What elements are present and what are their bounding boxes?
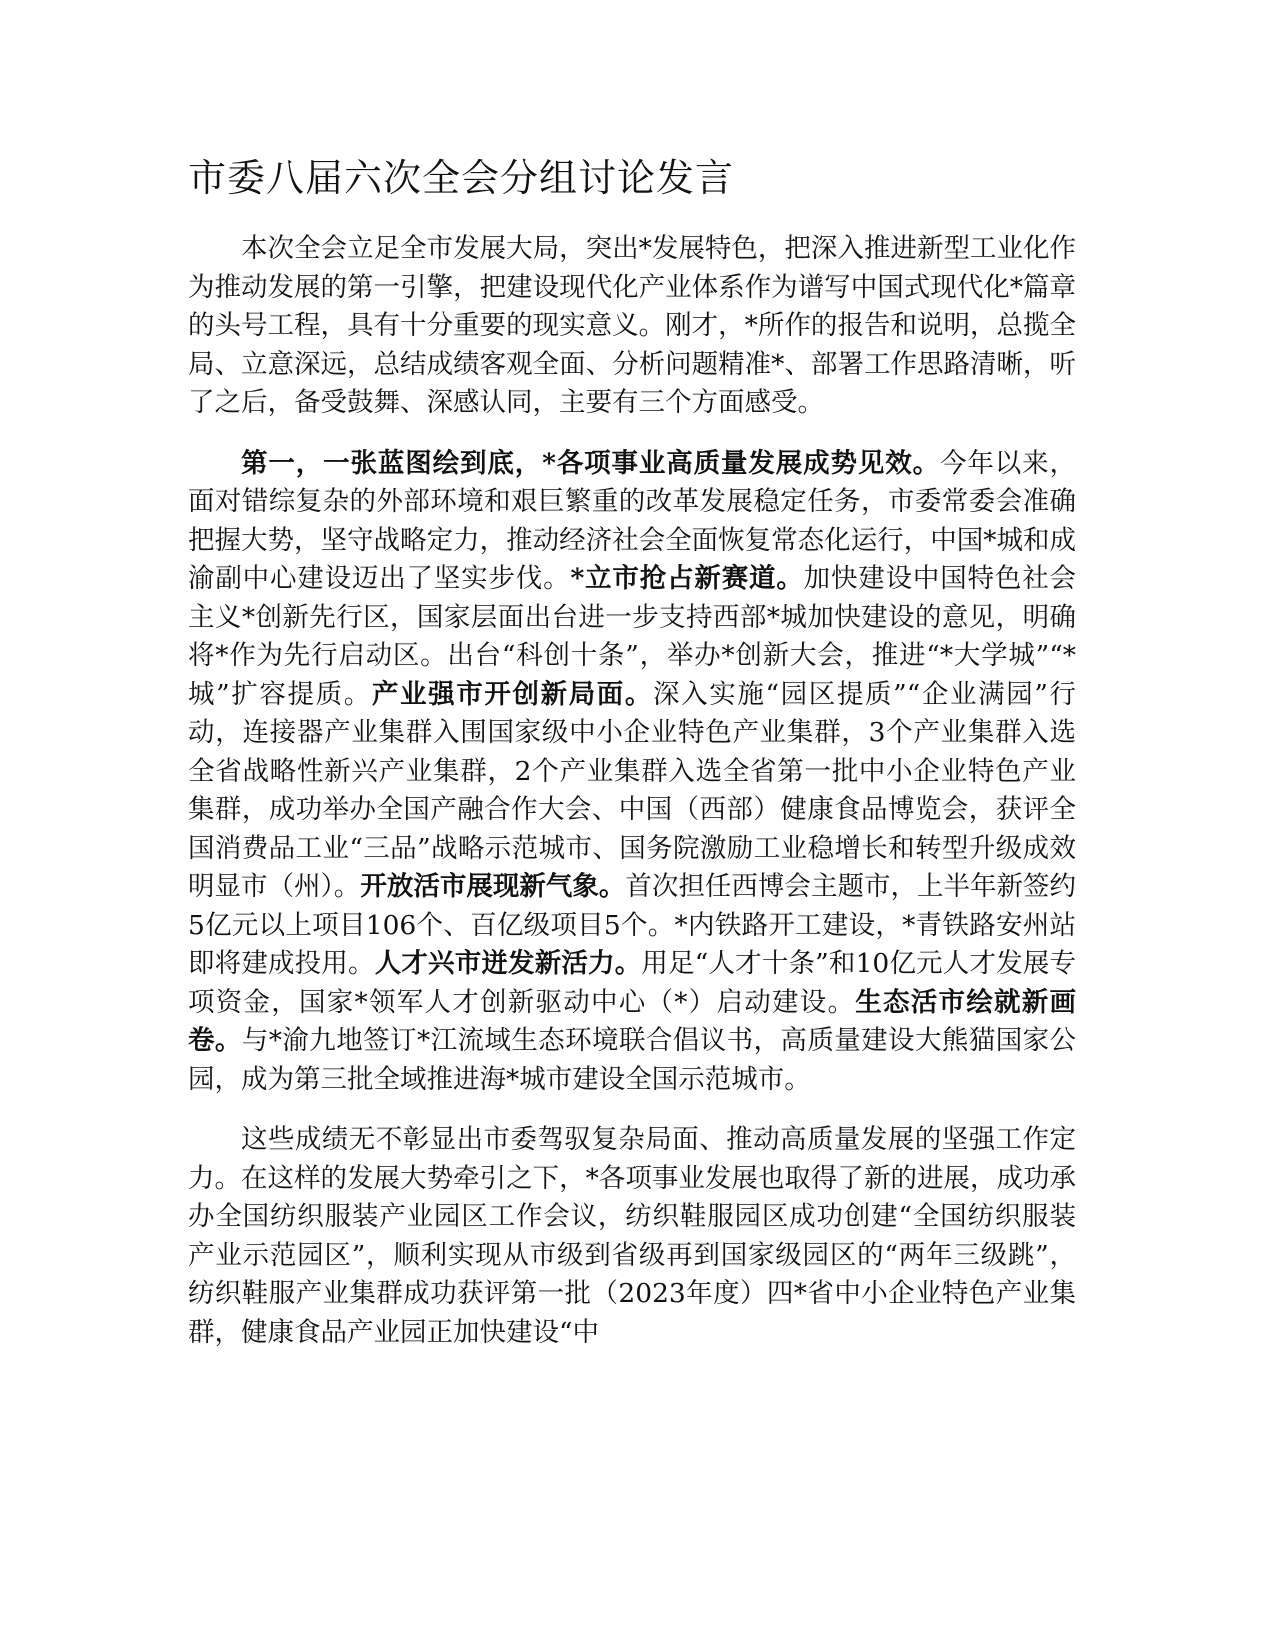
paragraph-text: 深入实施“园区提质”“企业满园”行动，连接器产业集群入围国家级中小企业特色产业集群，3个产业集群入选全省战略性新兴产业集群，2个产业集群入选全省第一批中小企业特色产业集群，成功举办全国产融合作大会、中国（西部）健康食品博览会，获评全国消费品工业“三品”战略示范城市、国务院激励工业稳增长和转型升级成效明显市（州）。 [188, 678, 1076, 902]
paragraph-text: 这些成绩无不彰显出市委驾驭复杂局面、推动高质量发展的坚强工作定力。在这样的发展大势牵引之下，*各项事业发展也取得了新的进展，成功承办全国纺织服装产业园区工作会议，纺织鞋服园区成功创建“全国纺织服装产业示范园区”，顺利实现从市级到省级再到国家级园区的“两年三级跳”，纺织鞋服产业集群成功获评第一批（2023年度）四*省中小企业特色产业集群，健康食品产业园正加快建设“中 [188, 1124, 1076, 1348]
subheading-ecology: 生态活市绘就新画卷。 [188, 986, 1076, 1056]
paragraph-text: 用足“人才十条”和10亿元人才发展专项资金，国家*领军人才创新驱动中心（*）启动建设。 [188, 948, 1076, 1018]
paragraph-text: 与*渝九地签订*江流域生态环境联合倡议书，高质量建设大熊猫国家公园，成为第三批全域推进海*城市建设全国示范城市。 [188, 1025, 1077, 1095]
paragraph-text: 首次担任西博会主题市，上半年新签约5亿元以上项目106个、百亿级项目5个。*内铁路开工建设，*青铁路安州站即将建成投用。 [188, 871, 1077, 979]
paragraph-text: 本次全会立足全市发展大局，突出*发展特色，把深入推进新型工业化作为推动发展的第一引擎，把建设现代化产业体系作为谱写中国式现代化*篇章的头号工程，具有十分重要的现实意义。刚才，*所作的报告和说明，总揽全局、立意深远，总结成绩客观全面、分析问题精准*、部署工作思路清晰，听了之后，备受鼓舞、深感认同，主要有三个方面感受。 [188, 233, 1076, 418]
paragraph-text: 加快建设中国特色社会主义*创新先行区，国家层面出台进一步支持西部*城加快建设的意见，明确将*作为先行启动区。出台“科创十条”，举办*创新大会，推进“*大学城”“*城”扩容提质。 [188, 563, 1077, 710]
subheading-opening: 开放活市展现新气象。 [360, 871, 626, 902]
subheading-innovation: *立市抢占新赛道。 [570, 563, 804, 594]
subheading-talent: 人才兴市迸发新活力。 [374, 948, 642, 979]
section-heading-first: 第一，一张蓝图绘到底，*各项事业高质量发展成势见效。 [241, 447, 941, 479]
document-body [188, 148, 1076, 1374]
document-title: 市委八届六次全会分组讨论发言 [188, 156, 735, 200]
paragraph-first-point [188, 445, 1076, 1100]
paragraph-text: 今年以来，面对错综复杂的外部环境和艰巨繁重的改革发展稳定任务，市委常委会准确把握大势，坚守战略定力，推动经济社会全面恢复常态化运行，中国*城和成渝副中心建设迈出了坚实步伐。 [188, 447, 1077, 594]
paragraph-intro [188, 230, 1076, 423]
paragraph-achievements [188, 1121, 1076, 1352]
subheading-industry: 产业强市开创新局面。 [371, 678, 654, 710]
